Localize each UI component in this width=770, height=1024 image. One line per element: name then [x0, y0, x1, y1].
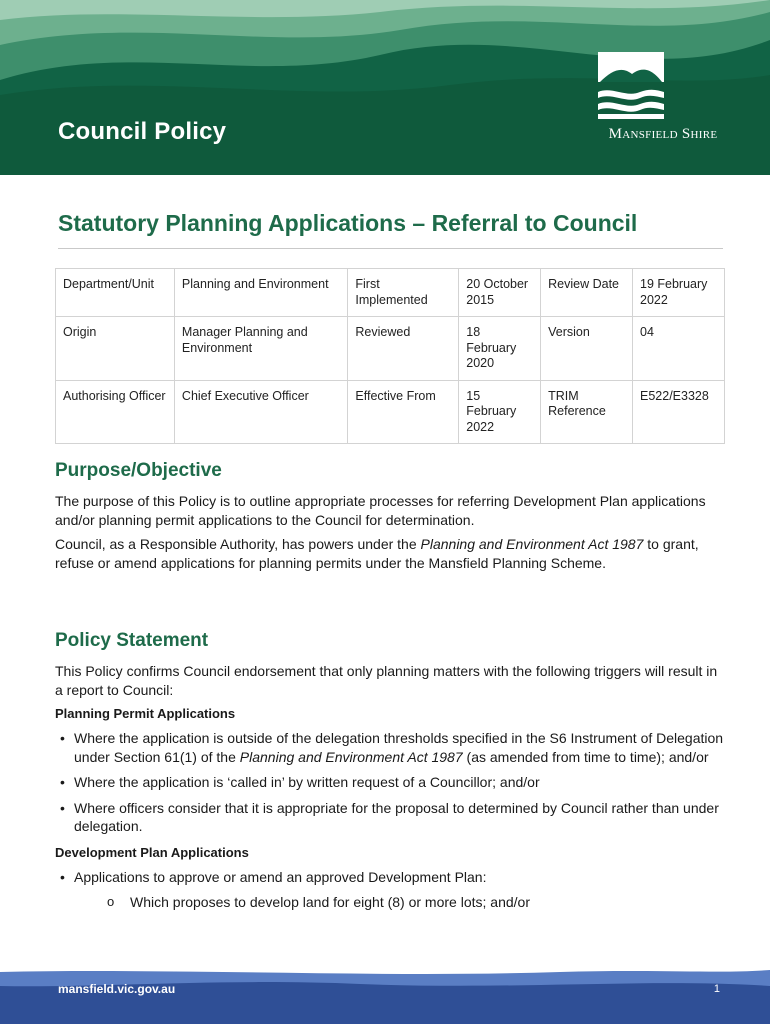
table-cell: Department/Unit [56, 269, 175, 317]
bullet-icon: • [60, 774, 65, 790]
table-cell: Chief Executive Officer [174, 380, 347, 444]
policy-statement-heading: Policy Statement [55, 630, 209, 651]
table-cell: Planning and Environment [174, 269, 347, 317]
table-cell: Version [541, 317, 633, 381]
table-cell: 20 October 2015 [459, 269, 541, 317]
bullet-icon: • [60, 799, 65, 816]
act-name: Planning and Environment Act 1987 [239, 748, 463, 765]
table-cell: Origin [56, 317, 175, 381]
development-plan-list [55, 868, 725, 887]
table-row [56, 380, 725, 444]
document-type-label: Council Policy [58, 118, 227, 145]
table-row [56, 269, 725, 317]
policy-statement-section [55, 630, 725, 912]
table-cell: 04 [633, 317, 725, 381]
table-cell: 15 February 2022 [459, 380, 541, 444]
text-run: Where officers consider that it is appropriate for the proposal to determined by Council rather than under delegation. [74, 799, 719, 834]
table-cell: 18 February 2020 [459, 317, 541, 381]
sub-list-item [55, 893, 725, 912]
table-cell: Effective From [348, 380, 459, 444]
planning-permit-list [55, 729, 725, 836]
list-item [55, 729, 725, 766]
table-cell: Reviewed [348, 317, 459, 381]
table-cell: First Implemented [348, 269, 459, 317]
purpose-heading: Purpose/Objective [55, 460, 222, 481]
purpose-section [55, 460, 725, 572]
table-row [56, 317, 725, 381]
table-cell: 19 February 2022 [633, 269, 725, 317]
list-item [55, 799, 725, 836]
footer-wave-graphic [0, 968, 770, 1024]
bullet-icon: • [60, 730, 65, 746]
policy-intro: This Policy confirms Council endorsement that only planning matters with the following triggers will result in a report to Council: [55, 663, 718, 698]
purpose-paragraph-1: The purpose of this Policy is to outline appropriate processes for referring Development Plan applications and/or planning permit applications to the Council for determination. [55, 493, 706, 528]
website-link[interactable]: mansfield.vic.gov.au [58, 982, 176, 996]
page-header [0, 0, 770, 175]
bullet-icon: • [60, 868, 65, 885]
page-number: 1 [713, 983, 720, 995]
policy-details-table [55, 268, 725, 444]
table-cell: TRIM Reference [541, 380, 633, 444]
text-run: (as amended from time to time); and/or [462, 748, 709, 765]
development-plan-heading: Development Plan Applications [55, 844, 249, 860]
text-run: Council, as a Responsible Authority, has powers under the [55, 536, 421, 552]
text-run: Where the application is ‘called in’ by written request of a Councillor; and/or [74, 774, 540, 790]
text-run: to grant, refuse or amend applications for planning permits under the Mansfield Planning Scheme. [55, 536, 699, 571]
purpose-paragraph-2 [55, 535, 725, 572]
page-title: Statutory Planning Applications – Referral to Council [58, 210, 638, 236]
table-cell: Manager Planning and Environment [174, 317, 347, 381]
text-run: Applications to approve or amend an approved Development Plan: [74, 868, 487, 885]
table-cell: Authorising Officer [56, 380, 175, 444]
mansfield-shire-logo [598, 52, 728, 152]
logo-wordmark: Mansfield Shire [608, 126, 718, 142]
list-item [55, 868, 725, 887]
list-item [55, 773, 725, 792]
page-footer [0, 968, 770, 1024]
table-cell: E522/E3328 [633, 380, 725, 444]
hollow-bullet-icon: o [107, 894, 115, 909]
logo-mark-icon [598, 52, 664, 120]
title-divider [58, 248, 723, 249]
act-name: Planning and Environment Act 1987 [420, 536, 644, 552]
text-run: Which proposes to develop land for eight (8) or more lots; and/or [130, 894, 530, 910]
planning-permit-heading: Planning Permit Applications [55, 706, 236, 721]
table-cell: Review Date [541, 269, 633, 317]
text-run: Where the application is outside of the delegation thresholds specified in the S6 Instrument of Delegation under Section 61(1) of the [74, 730, 724, 765]
